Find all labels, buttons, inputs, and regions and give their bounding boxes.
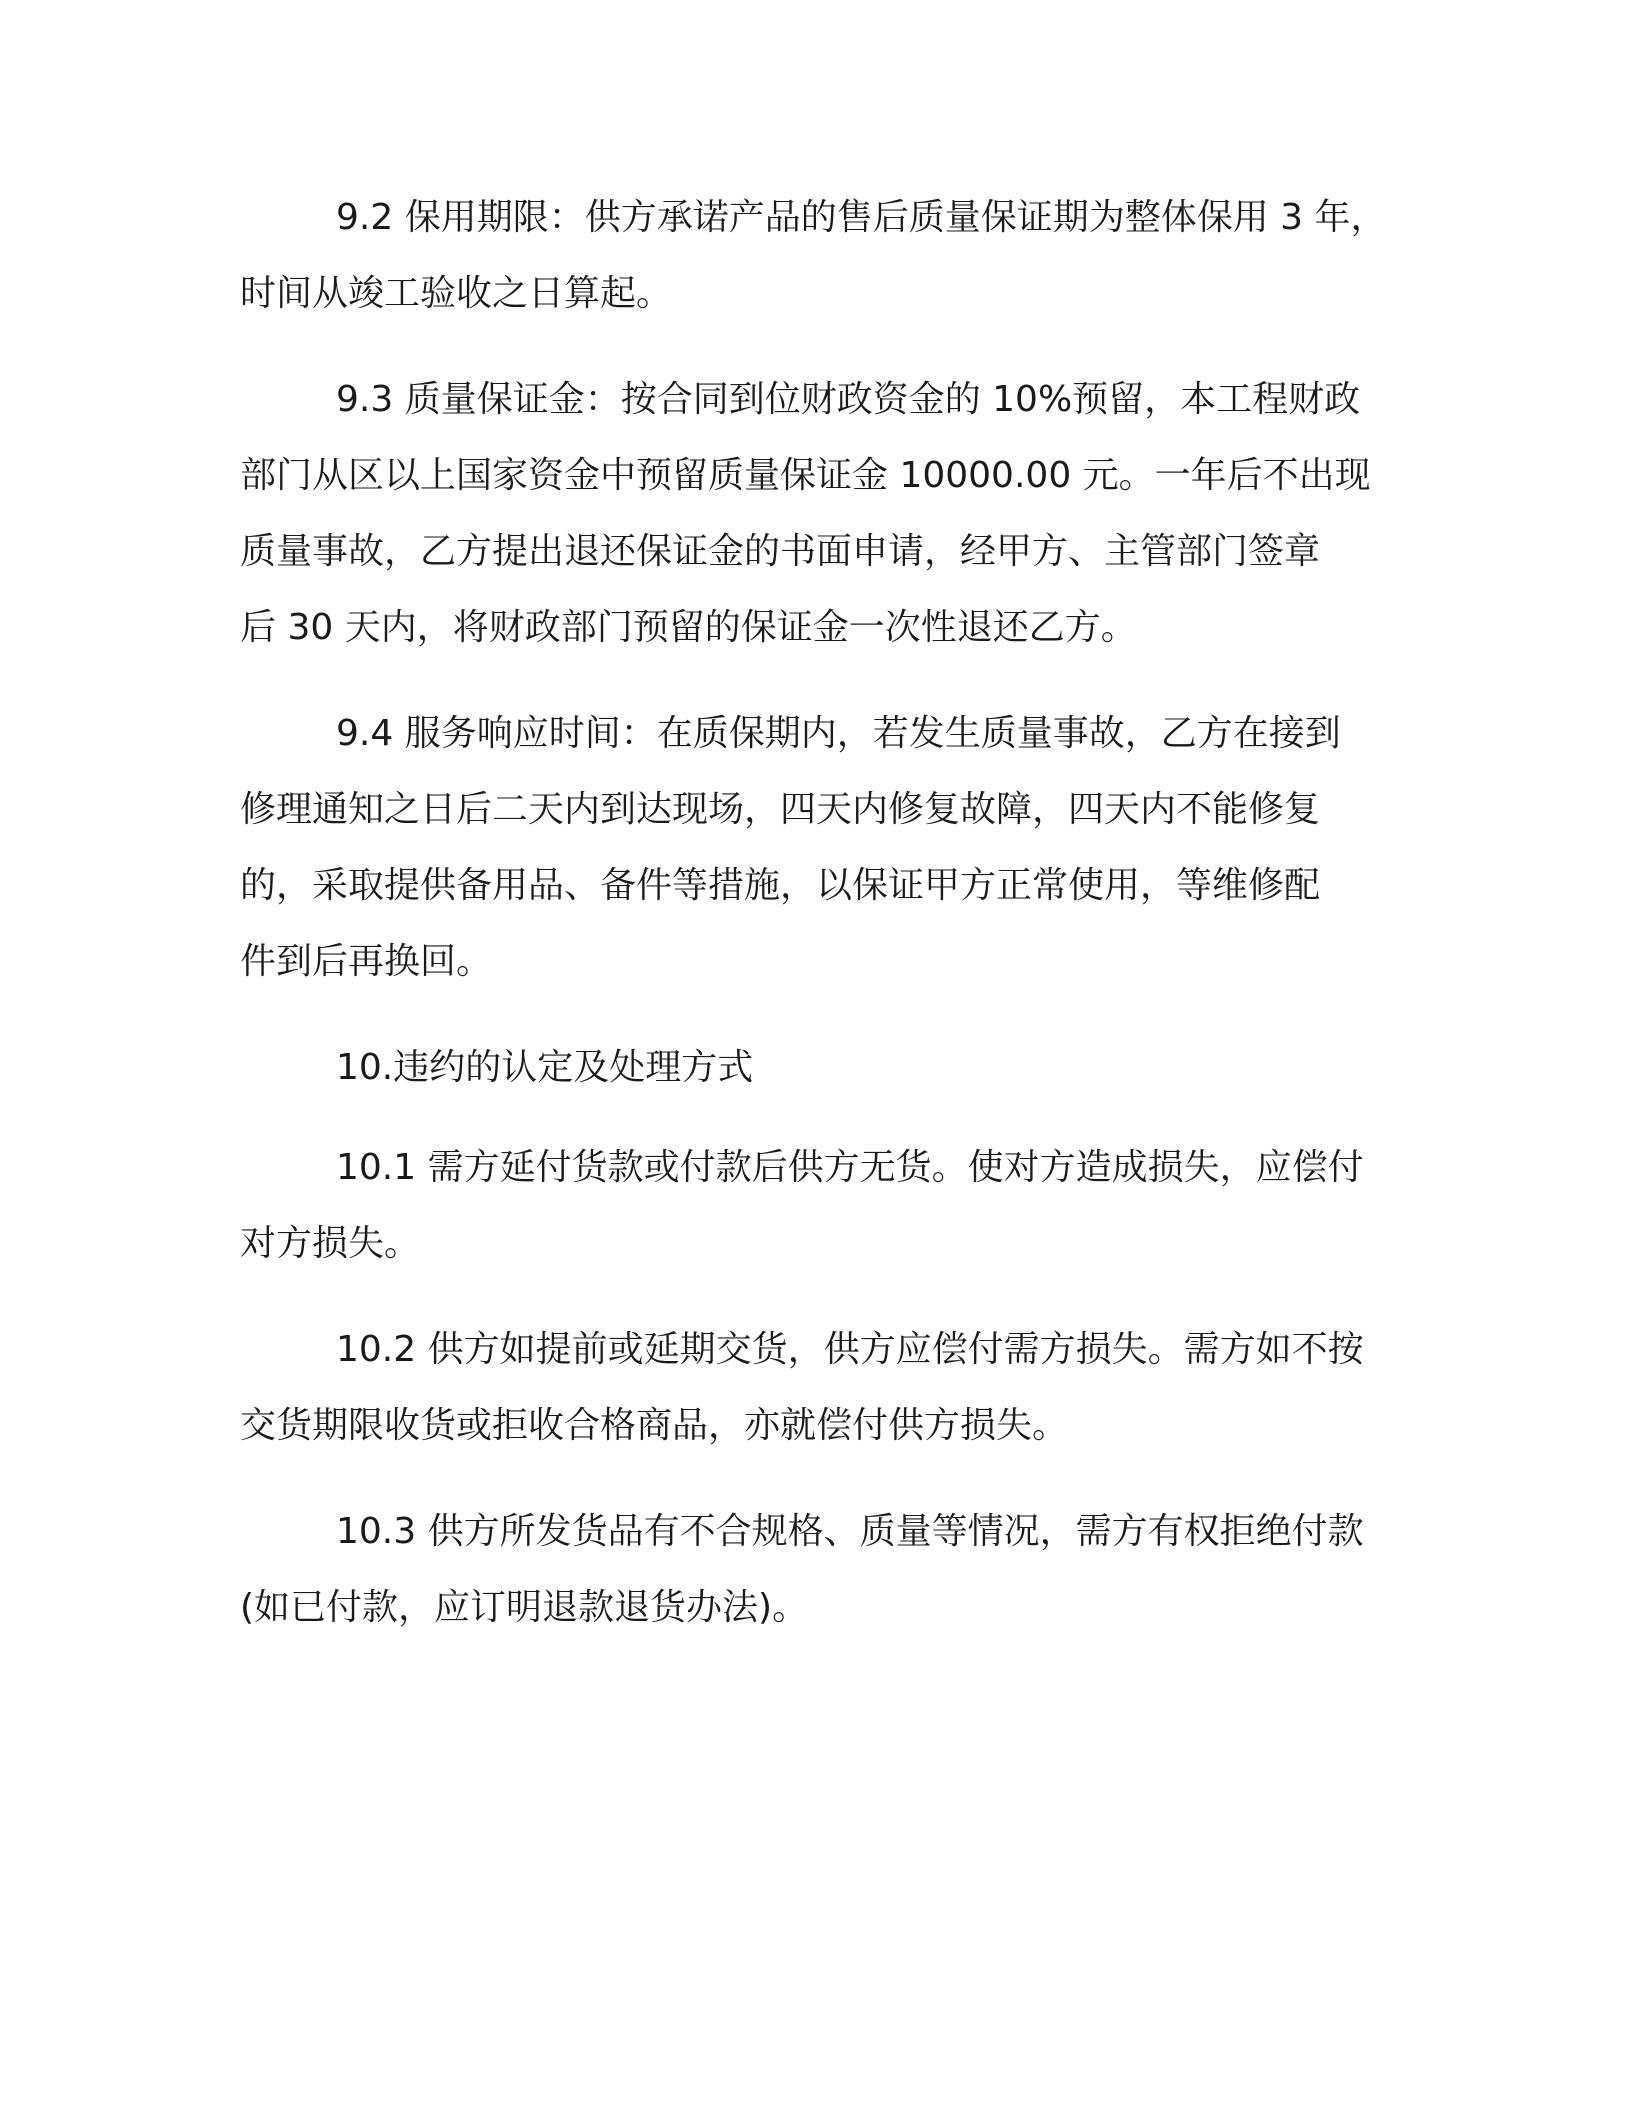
clause-9-4-line-2: 修理通知之日后二天内到达现场，四天内修复故障，四天内不能修复 xyxy=(240,789,1321,830)
clause-9-3 xyxy=(240,362,1390,666)
clause-9-3-line-3: 质量事故，乙方提出退还保证金的书面申请，经甲方、主管部门签章 xyxy=(240,531,1321,572)
clause-10-1-line-1: 10.1 需方延付货款或付款后供方无货。使对方造成损失，应偿付 xyxy=(336,1147,1364,1188)
clause-9-2-line-1: 9.2 保用期限：供方承诺产品的售后质量保证期为整体保用 3 年， xyxy=(336,197,1387,238)
clause-9-2-line-2: 时间从竣工验收之日算起。 xyxy=(240,273,673,314)
clause-10-2 xyxy=(240,1312,1390,1464)
clause-9-4-line-3: 的，采取提供备用品、备件等措施，以保证甲方正常使用，等维修配 xyxy=(240,865,1321,906)
clause-9-4-line-1: 9.4 服务响应时间：在质保期内，若发生质量事故，乙方在接到 xyxy=(336,713,1341,754)
clause-9-3-line-2: 部门从区以上国家资金中预留质量保证金 10000.00 元。一年后不出现 xyxy=(240,455,1371,496)
clause-9-3-line-4: 后 30 天内，将财政部门预留的保证金一次性退还乙方。 xyxy=(240,607,1137,648)
clause-10-1 xyxy=(240,1130,1390,1282)
clause-9-2 xyxy=(240,180,1390,332)
clause-9-4 xyxy=(240,696,1390,1000)
clause-9-4-line-4: 件到后再换回。 xyxy=(240,941,493,982)
clause-10-3-line-1: 10.3 供方所发货品有不合规格、质量等情况，需方有权拒绝付款 xyxy=(336,1511,1364,1552)
clause-10-2-line-1: 10.2 供方如提前或延期交货，供方应偿付需方损失。需方如不按 xyxy=(336,1329,1364,1370)
section-10-heading: 10.违约的认定及处理方式 xyxy=(336,1047,754,1088)
clause-10-2-line-2: 交货期限收货或拒收合格商品，亦就偿付供方损失。 xyxy=(240,1405,1069,1446)
clause-10-3 xyxy=(240,1494,1390,1646)
clause-9-3-line-1: 9.3 质量保证金：按合同到位财政资金的 10%预留，本工程财政 xyxy=(336,379,1361,420)
clause-10-1-line-2: 对方损失。 xyxy=(240,1223,421,1264)
clause-10-3-line-2: (如已付款，应订明退款退货办法)。 xyxy=(240,1587,809,1628)
